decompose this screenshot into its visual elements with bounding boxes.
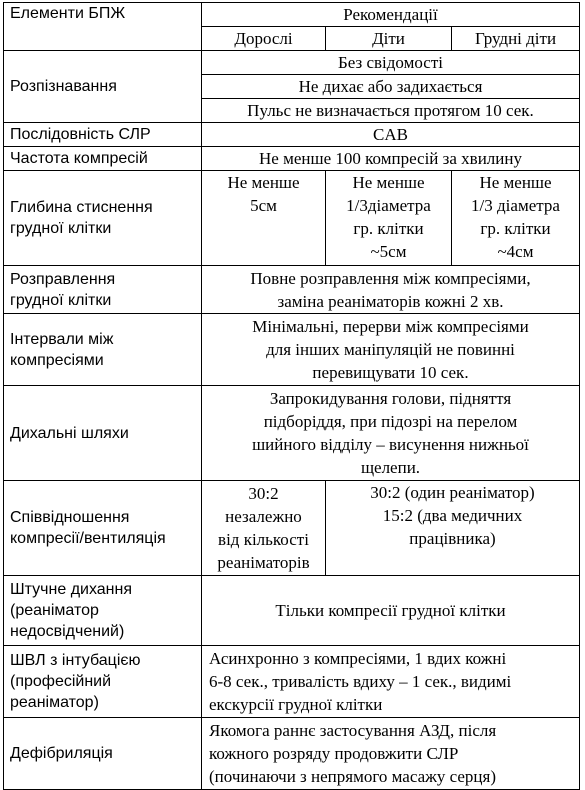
ratio-label: Співвідношення компресії/вентиляція (4, 481, 202, 576)
bls-recommendations-table (3, 2, 580, 790)
recognition-not-breathing: Не дихає або задихається (202, 75, 580, 99)
recognition-no-pulse: Пульс не визначається протягом 10 сек. (202, 99, 580, 123)
intervals-label: Інтервали між компресіями (4, 314, 202, 386)
recoil-value: Повне розправлення між компресіями, заміна реаніматорів кожні 2 хв. (202, 266, 580, 314)
header-infants: Грудні діти (452, 27, 580, 51)
header-recommendations: Рекомендації (202, 3, 580, 27)
recognition-unconscious: Без свідомості (202, 51, 580, 75)
airway-label: Дихальні шляхи (4, 386, 202, 481)
ratio-children-infants: 30:2 (один реаніматор) 15:2 (два медичних працівника) (326, 481, 580, 576)
defibrillation-label: Дефібриляція (4, 718, 202, 790)
sequence-value: CAB (202, 123, 580, 147)
ventilation-label: ШВЛ з інтубацією (професійний реаніматор) (4, 646, 202, 718)
defibrillation-value: Якомога раннє застосування АЗД, після кожного розряду продовжити СЛР (починаючи з непрямого масажу серця) (202, 718, 580, 790)
recognition-label: Розпізнавання (4, 51, 202, 123)
header-elements: Елементи БПЖ (4, 3, 202, 51)
ratio-adults: 30:2 незалежно від кількості реаніматорів (202, 481, 326, 576)
depth-label: Глибина стиснення грудної клітки (4, 171, 202, 266)
header-adults: Дорослі (202, 27, 326, 51)
depth-adults: Не менше 5см (202, 171, 326, 266)
intervals-value: Мінімальні, перерви між компресіями для інших маніпуляцій не повинні перевищувати 10 сек. (202, 314, 580, 386)
rate-value: Не менше 100 компресій за хвилину (202, 147, 580, 171)
breathing-label: Штучне дихання (реаніматор недосвідчений) (4, 576, 202, 646)
depth-children: Не менше 1/3діаметра гр. клітки ~5см (326, 171, 452, 266)
ventilation-value: Асинхронно з компресіями, 1 вдих кожні 6-8 сек., тривалість вдиху – 1 сек., видимі екскурсії грудної клітки (202, 646, 580, 718)
sequence-label: Послідовність СЛР (4, 123, 202, 147)
depth-infants: Не менше 1/3 діаметра гр. клітки ~4см (452, 171, 580, 266)
breathing-value: Тільки компресії грудної клітки (202, 576, 580, 646)
rate-label: Частота компресій (4, 147, 202, 171)
recoil-label: Розправлення грудної клітки (4, 266, 202, 314)
header-children: Діти (326, 27, 452, 51)
airway-value: Запрокидування голови, підняття підборіддя, при підозрі на перелом шийного відділу – висунення нижньої щелепи. (202, 386, 580, 481)
